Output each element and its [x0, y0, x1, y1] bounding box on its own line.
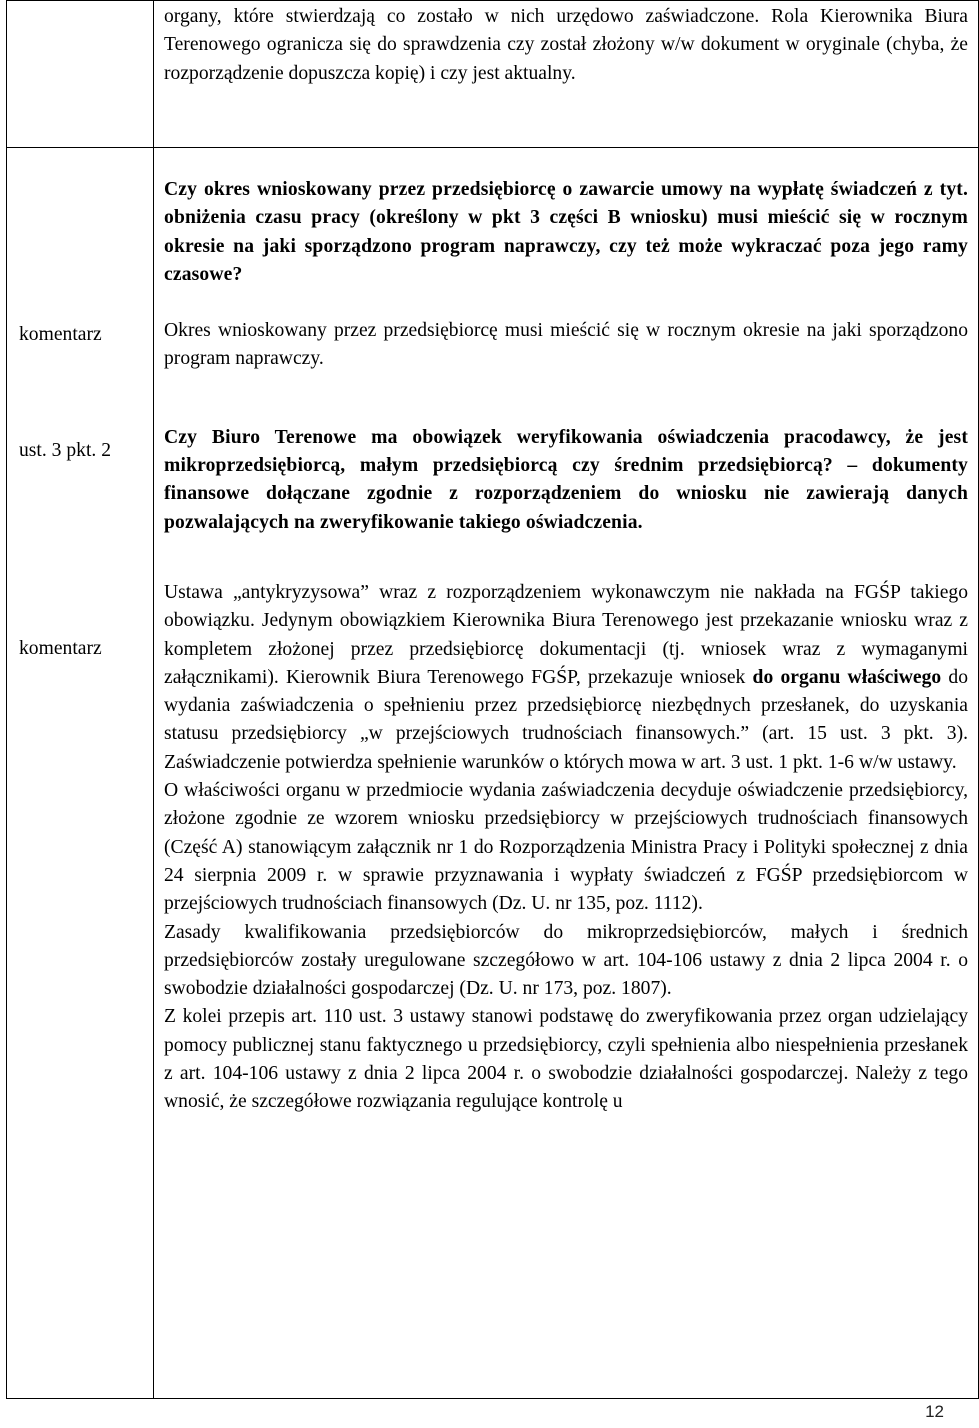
- document-page: [6, 0, 968, 1398]
- answer-text-bold: do organu właściwego: [752, 666, 942, 688]
- answer-text-part: do wydania zaświadczenia o spełnieniu przez przedsiębiorcę niezbędnych przesłanek, do uzyskania statusu przedsiębiorcy „w przejściowych trudnościach finansowych.” (art. 15 ust. 3 pkt. 3). Zaświadczenie potwierdza spełnienie warunków o których mowa w art. 3 ust. 1 pkt. 1-6 w/w ustawy.: [164, 666, 968, 773]
- continuation-paragraph: organy, które stwierdzają co zostało w nich urzędowo zaświadczone. Rola Kierownika Biura Terenowego ogranicza się do sprawdzenia czy został złożony w/w dokument w oryginale (chyba, że rozporządzenie dopuszcza kopię) i czy jest aktualny.: [164, 6, 968, 84]
- content-cell: [154, 148, 979, 1399]
- question-text: Czy okres wnioskowany przez przedsiębiorcę o zawarcie umowy na wypłatę świadczeń z tyt. obniżenia czasu pracy (określony w pkt 3 części B wniosku) musi mieścić się w rocznym okresie na jaki sporządzono program naprawczy, czy też może wykraczać poza jego ramy czasowe?: [164, 179, 968, 285]
- answer-text-part: Ustawa „antykryzysowa” wraz z rozporządzeniem wykonawczym nie nakłada na FGŚP takiego obowiązku. Jedynym obowiązkiem Kierownika Biura Terenowego jest przekazanie wniosku wraz z kompletem złożonej przez przedsiębiorcę dokumentacji (tj. wniosek wraz z wymaganymi załącznikami). Kierownik Biura Terenowego FGŚP, przekazuje wniosek: [164, 581, 968, 688]
- comment-label: komentarz: [19, 324, 102, 345]
- page-number: 12: [925, 1402, 944, 1421]
- qa-table: [6, 0, 979, 1399]
- label-cell: [7, 1, 154, 148]
- question-text: Czy Biuro Terenowe ma obowiązek weryfikowania oświadczenia pracodawcy, że jest mikroprzedsiębiorcą, małym przedsiębiorcą czy średnim przedsiębiorcą? – dokumenty finansowe dołączane zgodnie z rozporządzeniem do wniosku nie zawierają danych pozwalających na zweryfikowanie takiego oświadczenia.: [164, 426, 968, 533]
- table-row: [7, 1, 979, 148]
- label-cell: [7, 148, 154, 1399]
- content-cell: [154, 1, 979, 148]
- answer-paragraph: Zasady kwalifikowania przedsiębiorców do mikroprzedsiębiorców, małych i średnich przedsiębiorców zostały uregulowane szczegółowo w art. 104-106 ustawy z dnia 2 lipca 2004 r. o swobodzie działalności gospodarczej (Dz. U. nr 173, poz. 1807).: [164, 921, 968, 1000]
- comment-label: komentarz: [19, 638, 102, 659]
- answer-text: [164, 579, 968, 777]
- reference-label: ust. 3 pkt. 2: [19, 440, 111, 461]
- answer-paragraph: O właściwości organu w przedmiocie wydania zaświadczenia decyduje oświadczenie przedsiębiorcy, złożone zgodnie ze wzorem wniosku przedsiębiorcy w przejściowych trudnościach finansowych (Część A) stanowiącym załącznik nr 1 do Rozporządzenia Ministra Pracy i Polityki społecznej z dnia 24 sierpnia 2009 r. w sprawie przyznawania i wypłaty świadczeń z FGŚP przedsiębiorcom w przejściowych trudnościach finansowych (Dz. U. nr 135, poz. 1112).: [164, 780, 968, 915]
- table-row: [7, 148, 979, 1399]
- answer-paragraph: Z kolei przepis art. 110 ust. 3 ustawy stanowi podstawę do zweryfikowania przez organ udzielający pomocy publicznej stanu faktycznego u przedsiębiorcy, czyli spełnienia albo niespełnienia przesłanek z art. 104-106 ustawy z dnia 2 lipca 2004 r. o swobodzie działalności gospodarczej. Należy z tego wnosić, że szczegółowe rozwiązania regulujące kontrolę u: [164, 1006, 968, 1113]
- answer-text: Okres wnioskowany przez przedsiębiorcę musi mieścić się w rocznym okresie na jaki sporządzono program naprawczy.: [164, 320, 968, 370]
